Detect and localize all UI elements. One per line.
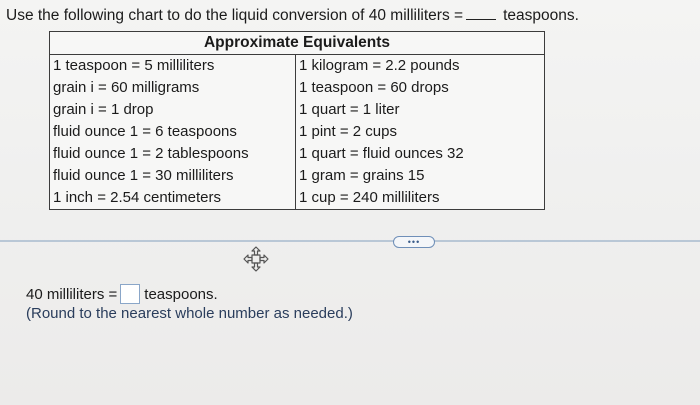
table-row [50,143,545,165]
table-row [50,55,545,78]
question-text [6,7,579,25]
answer-input[interactable] [120,284,140,304]
table-row [50,121,545,143]
table-row [50,77,545,99]
question-unit: teaspoons. [503,7,579,24]
answer-line [26,284,218,304]
table-cell: 1 gram = grains 15 [296,165,545,187]
table-cell: 1 teaspoon = 60 drops [296,77,545,99]
table-row [50,99,545,121]
table-cell: fluid ounce 1 = 6 teaspoons [50,121,296,143]
table-cell: fluid ounce 1 = 2 tablespoons [50,143,296,165]
table-row [50,187,545,210]
table-cell: 1 quart = 1 liter [296,99,545,121]
move-arrows-icon[interactable] [243,246,269,272]
question-prefix: Use the following chart to do the liquid conversion of 40 milliliters = [6,7,464,24]
more-options-label: ••• [407,237,421,247]
answer-suffix: teaspoons. [144,285,218,303]
table-cell: 1 pint = 2 cups [296,121,545,143]
table-cell: grain i = 1 drop [50,99,296,121]
table-cell: grain i = 60 milligrams [50,77,296,99]
table-cell: 1 kilogram = 2.2 pounds [296,55,545,78]
rounding-note: (Round to the nearest whole number as needed.) [26,305,353,322]
equivalents-table [49,31,545,210]
question-blank [466,7,496,20]
section-divider [0,240,700,242]
table-cell: 1 inch = 2.54 centimeters [50,187,296,210]
table-cell: 1 teaspoon = 5 milliliters [50,55,296,78]
answer-prefix: 40 milliliters = [26,285,118,303]
table-cell: 1 cup = 240 milliliters [296,187,545,210]
table-header: Approximate Equivalents [50,32,545,55]
table-cell: fluid ounce 1 = 30 milliliters [50,165,296,187]
table-cell: 1 quart = fluid ounces 32 [296,143,545,165]
more-options-button[interactable] [393,236,435,248]
table-row [50,165,545,187]
